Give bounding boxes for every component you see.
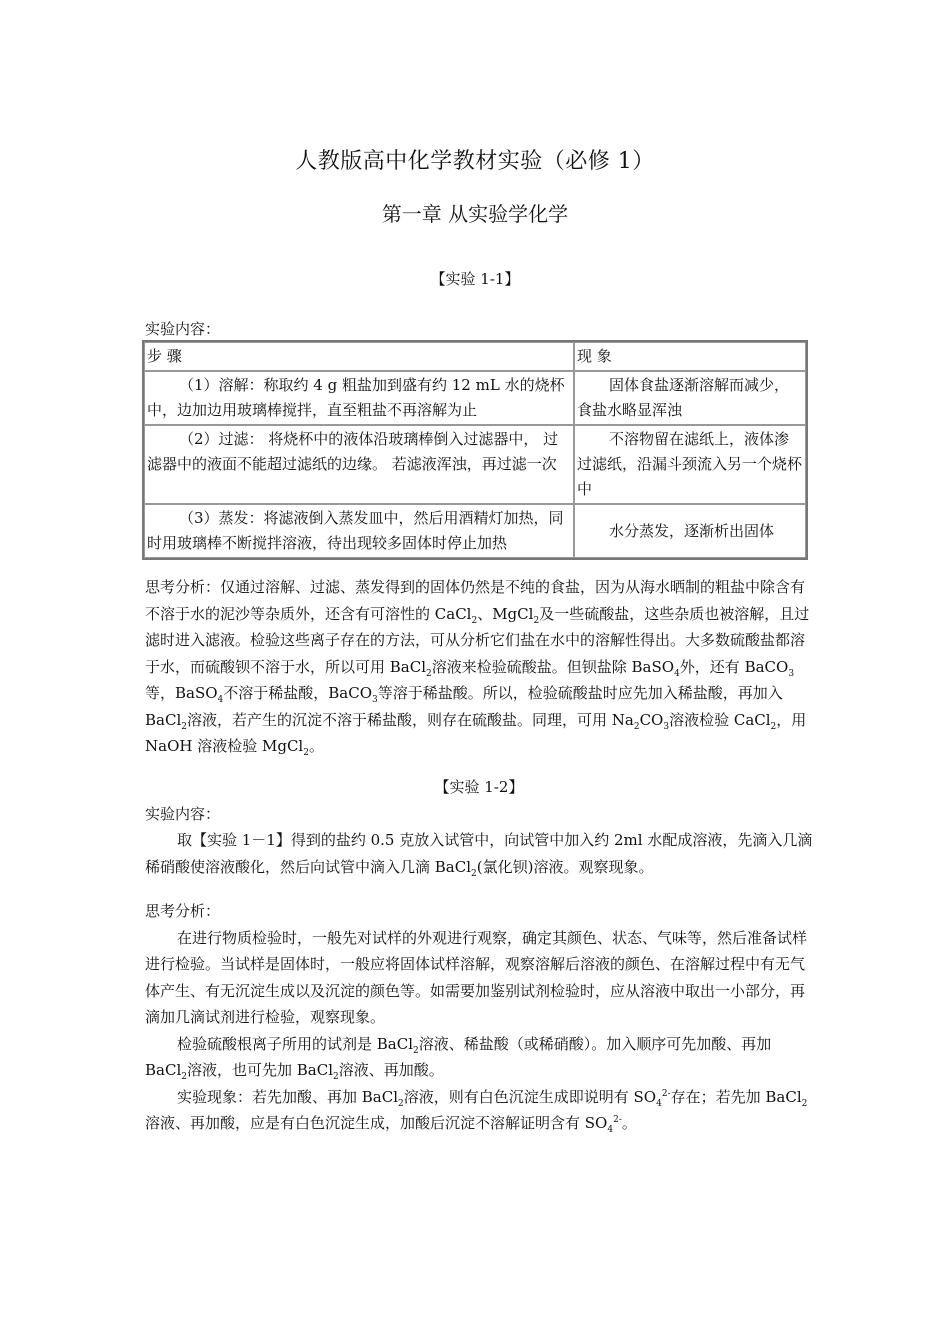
experiment-1-2-heading: 【实验 1-2】 <box>434 778 524 796</box>
table-row <box>144 425 806 504</box>
phenomenon-cell: 不溶物留在滤纸上，液体渗过滤纸，沿漏斗颈流入另一个烧杯中 <box>574 425 806 504</box>
phenomenon-cell: 固体食盐逐渐溶解而减少，食盐水略显浑浊 <box>574 371 806 425</box>
step-cell: （3）蒸发：将滤液倒入蒸发皿中，然后用酒精灯加热，同时用玻璃棒不断搅拌溶液，待出现较多固体时停止加热 <box>144 504 574 558</box>
table-header-row <box>144 342 806 371</box>
phenomenon-cell: 水分蒸发，逐渐析出固体 <box>574 504 806 558</box>
experiment-content-label: 实验内容： <box>145 320 221 338</box>
analysis-1-1 <box>145 574 813 760</box>
experiment-1-2-section <box>145 774 813 1137</box>
table-row <box>144 504 806 558</box>
table-header-steps: 步 骤 <box>144 342 574 371</box>
document-title: 人教版高中化学教材实验（必修 1） <box>295 149 655 174</box>
analysis-paragraph: 思考分析：仅通过溶解、过滤、蒸发得到的固体仍然是不纯的食盐，因为从海水晒制的粗盐中除含有不溶于水的泥沙等杂质外，还含有可溶性的 CaCl$_2$、MgCl$_2$及一些硫酸盐，这些杂质也被溶解，且过滤时进入滤液。检验这些离子存在的方法，可从分析它们盐在水中的溶解性得出。大多数硫酸盐都溶于水，而硫酸钡不溶于水，所以可用 BaCl$_2$溶液来检验硫酸盐。但钡盐除 BaSO$_4$外，还有 BaCO$_3$等，BaSO$_4$不溶于稀盐酸，BaCO$_3$等溶于稀盐酸。所以，检验硫酸盐时应先加入稀盐酸，再加入 BaCl$_2$溶液，若产生的沉淀不溶于稀盐酸，则存在硫酸盐。同理，可用 $Na_2CO_3$溶液检验 CaCl$_2$，用 NaOH 溶液检验 MgCl$_2$。 <box>145 578 810 758</box>
analysis-paragraph: 检验硫酸根离子所用的试剂是 BaCl$_2$溶液、稀盐酸（或稀硝酸）。加入顺序可先加酸、再加 BaCl$_2$溶液，也可先加 BaCl$_2$溶液、再加酸。 <box>145 1034 772 1082</box>
experiment-1-1-heading: 【实验 1-1】 <box>430 270 520 288</box>
analysis-label: 思考分析： <box>145 902 221 920</box>
experiment-content-paragraph: 取【实验 1－1】得到的盐约 0.5 克放入试管中，向试管中加入约 2ml 水配成溶液，先滴入几滴稀硝酸使溶液酸化，然后向试管中滴入几滴 BaCl$_2$(氯化钡)溶液。观察现象。 <box>145 831 813 879</box>
analysis-paragraph: 在进行物质检验时，一般先对试样的外观进行观察，确定其颜色、状态、气味等，然后准备试样进行检验。当试样是固体时，一般应将固体试样溶解，观察溶解后溶液的颜色、在溶解过程中有无气体产生、有无沉淀生成以及沉淀的颜色等。如需要加鉴别试剂检验时，应从溶液中取出一小部分，再滴加几滴试剂进行检验，观察现象。 <box>145 928 808 1026</box>
table-header-phenomena: 现 象 <box>574 342 806 371</box>
analysis-paragraph: 实验现象：若先加酸、再加 BaCl$_2$溶液，则有白色沉淀生成即说明有 $SO_4^{2-}$存在；若先加 BaCl$_2$溶液、再加酸，应是有白色沉淀生成，加酸后沉淀不溶解证明含有 $SO_4^{2-}$。 <box>145 1087 808 1135</box>
step-cell: （1）溶解：称取约 4 g 粗盐加到盛有约 12 mL 水的烧杯中，边加边用玻璃棒搅拌，直至粗盐不再溶解为止 <box>144 371 574 425</box>
experiment-content-label: 实验内容： <box>145 804 221 823</box>
chapter-title: 第一章 从实验学化学 <box>381 202 569 226</box>
experiment-steps-table <box>142 340 808 560</box>
table-row <box>144 371 806 425</box>
step-cell: （2）过滤： 将烧杯中的液体沿玻璃棒倒入过滤器中， 过滤器中的液面不能超过滤纸的边缘。 若滤液浑浊，再过滤一次 <box>144 425 574 504</box>
